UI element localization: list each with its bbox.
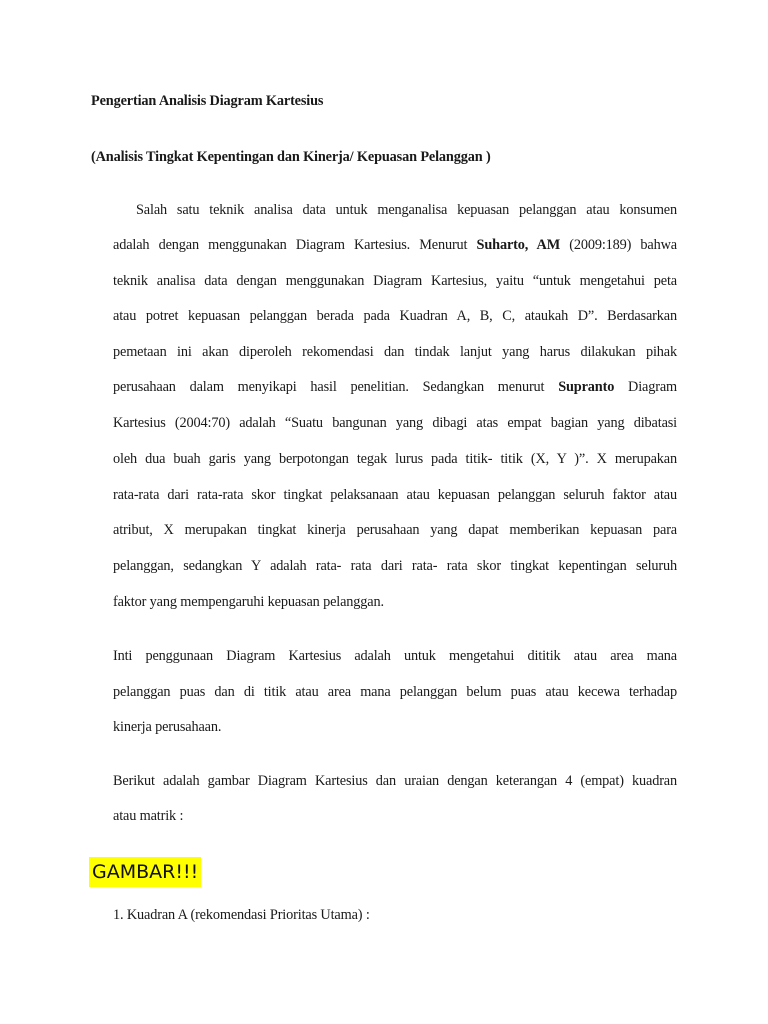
- paragraph-line: [113, 235, 677, 255]
- text-span: perusahaan dalam menyikapi hasil penelitian. Sedangkan menurut: [113, 379, 559, 395]
- list-item: 1. Kuadran A (rekomendasi Prioritas Utama) :: [113, 907, 370, 923]
- author-name: Supranto: [558, 379, 615, 395]
- paragraph-line: oleh dua buah garis yang berpotongan tegak lurus pada titik- titik (X, Y )”. X merupakan: [113, 451, 677, 467]
- paragraph-line: Salah satu teknik analisa data untuk menganalisa kepuasan pelanggan atau konsumen: [136, 202, 677, 218]
- paragraph-line: atribut, X merupakan tingkat kinerja perusahaan yang dapat memberikan kepuasan para: [113, 522, 677, 538]
- paragraph-line: Berikut adalah gambar Diagram Kartesius dan uraian dengan keterangan 4 (empat) kuadran: [113, 773, 677, 789]
- paragraph-line: kinerja perusahaan.: [113, 719, 222, 735]
- paragraph-line: atau matrik :: [113, 808, 184, 824]
- text-span: Diagram: [614, 379, 677, 395]
- paragraph-line: teknik analisa data dengan menggunakan Diagram Kartesius, yaitu “untuk mengetahui peta: [113, 273, 677, 289]
- paragraph-line: atau potret kepuasan pelanggan berada pada Kuadran A, B, C, ataukah D”. Berdasarkan: [113, 308, 677, 324]
- paragraph-line: Kartesius (2004:70) adalah “Suatu bangunan yang dibagi atas empat bagian yang dibatasi: [113, 415, 677, 431]
- paragraph-line: [113, 377, 677, 397]
- text-span: (2009:189) bahwa: [560, 237, 677, 253]
- text-span: adalah dengan menggunakan Diagram Kartesius. Menurut: [113, 237, 477, 253]
- paragraph-line: faktor yang mempengaruhi kepuasan pelanggan.: [113, 594, 384, 610]
- document-title: Pengertian Analisis Diagram Kartesius: [91, 93, 324, 109]
- paragraph-line: Inti penggunaan Diagram Kartesius adalah untuk mengetahui dititik atau area mana: [113, 648, 677, 664]
- paragraph-line: pelanggan puas dan di titik atau area mana pelanggan belum puas atau kecewa terhadap: [113, 684, 677, 700]
- author-name: Suharto, AM: [476, 237, 561, 253]
- paragraph-line: pelanggan, sedangkan Y adalah rata- rata dari rata- rata skor tingkat kepentingan seluruh: [113, 558, 677, 574]
- image-placeholder-highlight: GAMBAR!!!: [89, 857, 201, 887]
- paragraph-line: pemetaan ini akan diperoleh rekomendasi dan tindak lanjut yang harus dilakukan pihak: [113, 344, 677, 360]
- paragraph-line: rata-rata dari rata-rata skor tingkat pelaksanaan atau kepuasan pelanggan seluruh faktor atau: [113, 487, 677, 503]
- document-subtitle: (Analisis Tingkat Kepentingan dan Kinerja/ Kepuasan Pelanggan ): [91, 149, 491, 165]
